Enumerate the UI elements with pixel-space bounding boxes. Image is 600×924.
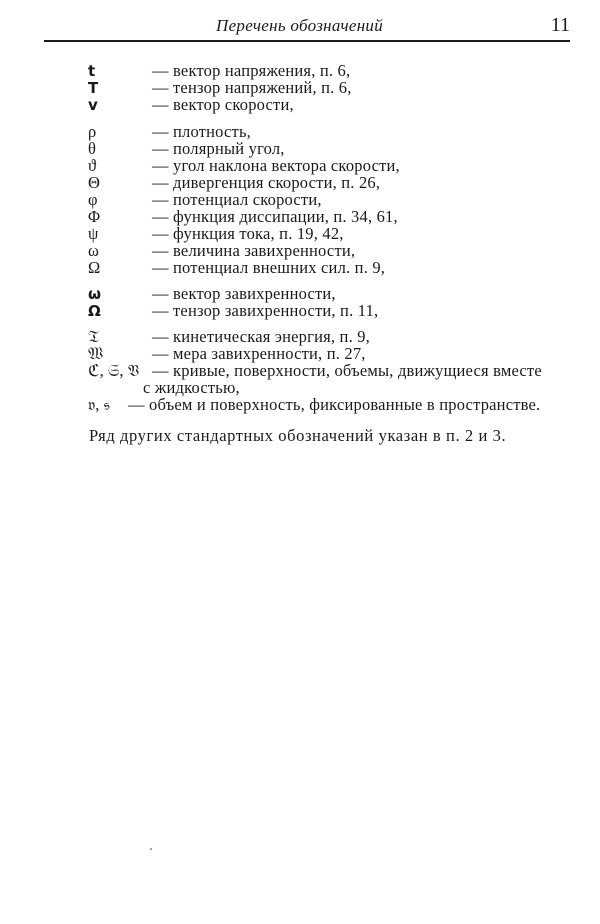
symbol: φ — [88, 190, 98, 209]
description: — угол наклона вектора скорости, — [152, 156, 400, 175]
symbol: 𝔚 — [88, 344, 104, 363]
list-item — [88, 301, 578, 321]
description: — полярный угол, — [152, 139, 285, 158]
symbol: T — [88, 79, 99, 97]
symbol: ω — [88, 285, 102, 303]
symbol: θ — [88, 139, 96, 158]
print-speck — [150, 848, 152, 850]
symbol: ψ — [88, 224, 99, 243]
description: — функция тока, п. 19, 42, — [152, 224, 344, 243]
header-rule — [44, 40, 570, 42]
page-number: 11 — [550, 14, 570, 36]
description: — вектор скорости, — [152, 95, 294, 114]
description: — плотность, — [152, 122, 252, 141]
symbol: ρ — [88, 122, 97, 141]
list-item — [88, 395, 578, 415]
header-title: Перечень обозначений — [216, 16, 384, 35]
description: — мера завихренности, п. 27, — [152, 344, 366, 363]
symbol: Ω — [88, 302, 101, 320]
symbol: ℭ, 𝔖, 𝔙 — [88, 361, 140, 380]
symbol: Ω — [88, 258, 101, 277]
description: — функция диссипации, п. 34, 61, — [152, 207, 398, 226]
description: — потенциал внешних сил. п. 9, — [152, 258, 386, 277]
description: — дивергенция скорости, п. 26, — [152, 173, 381, 192]
description: — кривые, поверхности, объемы, движущиеся вместе — [152, 361, 542, 380]
description: — кинетическая энергия, п. 9, — [152, 327, 371, 346]
description-continuation: с жидкостью, — [143, 378, 240, 397]
symbol: 𝔳, 𝔰 — [88, 395, 110, 414]
description: — тензор завихренности, п. 11, — [152, 301, 379, 320]
description: — вектор завихренности, — [152, 284, 336, 303]
description: — объем и поверхность, фиксированные в пространстве. — [128, 395, 541, 414]
symbol: ϑ — [88, 156, 97, 175]
symbol: ω — [88, 241, 99, 260]
description: — тензор напряжений, п. 6, — [152, 78, 352, 97]
footer-note: Ряд других стандартных обозначений указан в п. 2 и 3. — [89, 426, 507, 445]
symbol: Θ — [88, 173, 100, 192]
symbol: v — [88, 96, 98, 114]
symbol: Φ — [88, 207, 101, 226]
description: — потенциал скорости, — [152, 190, 322, 209]
symbol: t — [88, 62, 96, 80]
symbol: 𝔗 — [88, 327, 99, 346]
description: — вектор напряжения, п. 6, — [152, 61, 351, 80]
description: — величина завихренности, — [152, 241, 356, 260]
list-item — [88, 258, 578, 278]
list-item — [88, 95, 578, 115]
